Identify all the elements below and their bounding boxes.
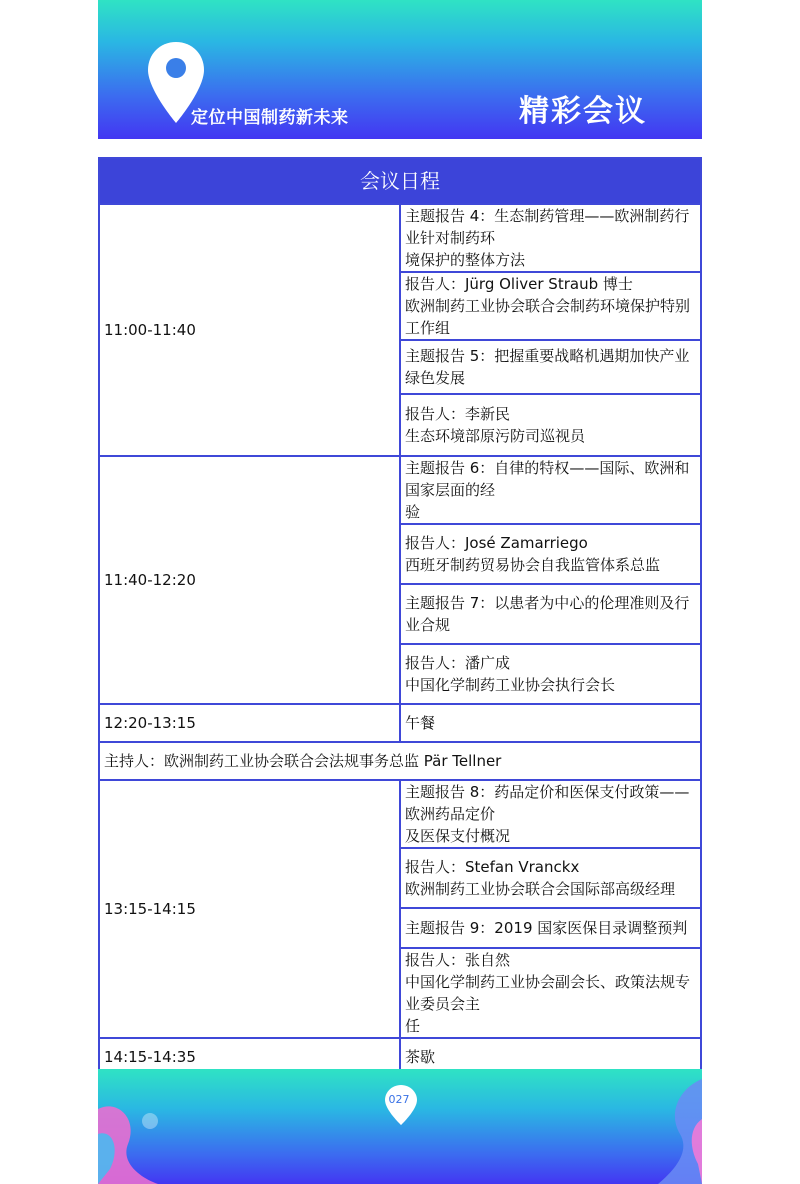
- table-row: [99, 456, 701, 524]
- time-cell: 13:15-14:15: [99, 780, 400, 1038]
- agenda-item: 主题报告 8：药品定价和医保支付政策——欧洲药品定价 及医保支付概况: [400, 780, 701, 848]
- decorative-bubble: [140, 1111, 160, 1131]
- agenda-item: 报告人：潘广成 中国化学制药工业协会执行会长: [400, 644, 701, 704]
- agenda-item: 报告人：Stefan Vranckx 欧洲制药工业协会联合会国际部高级经理: [400, 848, 701, 908]
- section-title: 精彩会议: [519, 94, 647, 129]
- agenda-item: 报告人：José Zamarriego 西班牙制药贸易协会自我监管体系总监: [400, 524, 701, 584]
- table-row: [99, 704, 701, 742]
- time-cell: 11:40-12:20: [99, 456, 400, 704]
- page-number: 027: [388, 1093, 410, 1106]
- table-row: [99, 780, 701, 848]
- agenda-item: 报告人：李新民 生态环境部原污防司巡视员: [400, 394, 701, 456]
- schedule-title: 会议日程: [99, 158, 701, 204]
- agenda-item: 午餐: [400, 704, 701, 742]
- agenda-item: 主题报告 9：2019 国家医保目录调整预判: [400, 908, 701, 948]
- agenda-item: 主题报告 5：把握重要战略机遇期加快产业绿色发展: [400, 340, 701, 394]
- table-row: [99, 742, 701, 780]
- time-cell: 14:15-14:35: [99, 1038, 400, 1076]
- decorative-blob-left: [98, 1089, 168, 1184]
- agenda-item: 主题报告 7：以患者为中心的伦理准则及行业合规: [400, 584, 701, 644]
- time-cell: 12:20-13:15: [99, 704, 400, 742]
- agenda-item: 报告人：Jürg Oliver Straub 博士 欧洲制药工业协会联合会制药环境保护特别工作组: [400, 272, 701, 340]
- table-row: [99, 204, 701, 272]
- schedule-table: [98, 157, 702, 1066]
- agenda-item: 报告人：张自然 中国化学制药工业协会副会长、政策法规专业委员会主 任: [400, 948, 701, 1038]
- decorative-blob-right: [618, 1079, 702, 1184]
- agenda-item: 茶歇: [400, 1038, 701, 1076]
- host-row: 主持人：欧洲制药工业协会联合会法规事务总监 Pär Tellner: [99, 742, 701, 780]
- agenda-item: 主题报告 4：生态制药管理——欧洲制药行业针对制药环 境保护的整体方法: [400, 204, 701, 272]
- time-cell: 11:00-11:40: [99, 204, 400, 456]
- agenda-item: 主题报告 6：自律的特权——国际、欧洲和国家层面的经 验: [400, 456, 701, 524]
- slogan: 定位中国制药新未来: [191, 108, 349, 128]
- header-banner: [98, 0, 702, 139]
- footer-banner: [98, 1069, 702, 1184]
